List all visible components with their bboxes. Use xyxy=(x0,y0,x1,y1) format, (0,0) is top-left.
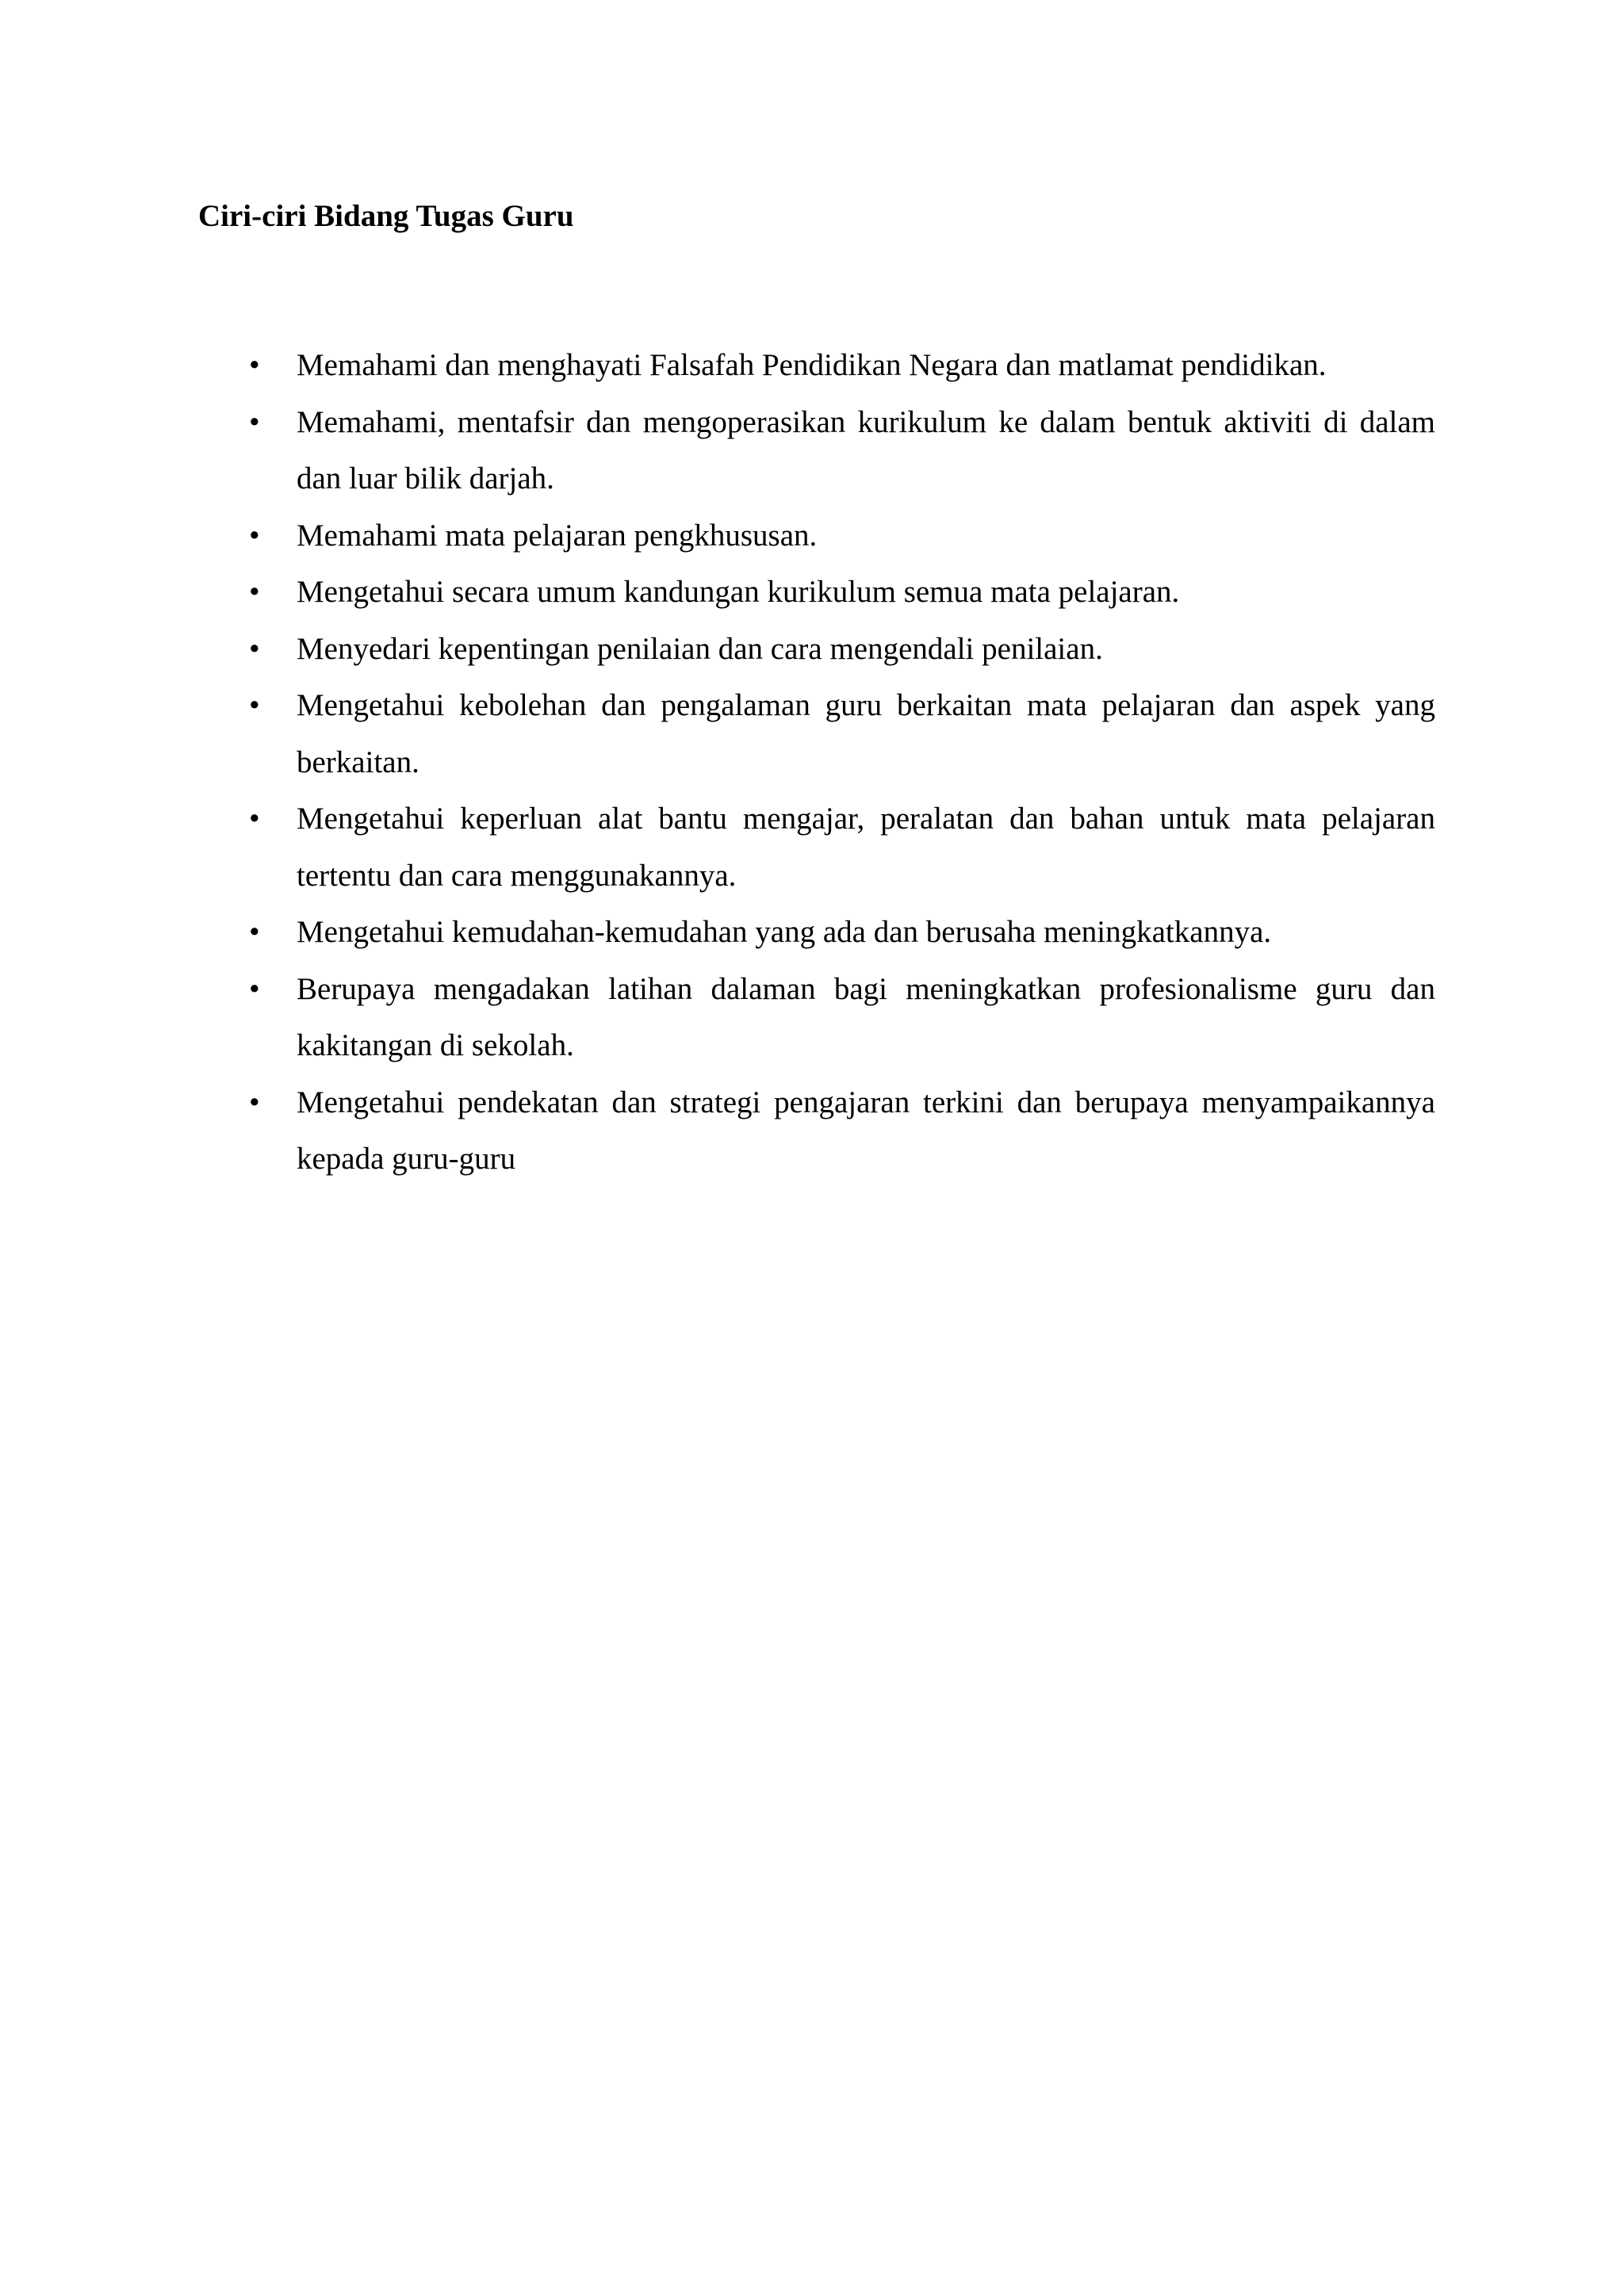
list-item xyxy=(238,507,1435,564)
bullet-icon: • xyxy=(249,802,260,836)
list-item xyxy=(238,677,1435,790)
document-heading: Ciri-ciri Bidang Tugas Guru xyxy=(198,199,574,233)
bullet-icon: • xyxy=(249,348,260,382)
bullet-icon: • xyxy=(249,404,260,439)
list-item-text: Memahami dan menghayati Falsafah Pendidikan Negara dan matlamat pendidikan. xyxy=(297,348,1327,382)
list-item xyxy=(238,904,1435,961)
list-item xyxy=(238,790,1435,904)
list-item-text: Mengetahui secara umum kandungan kurikulum semua mata pelajaran. xyxy=(297,575,1180,609)
list-item-text: Berupaya mengadakan latihan dalaman bagi meningkatkan profesionalisme guru dan kakitangan di sekolah. xyxy=(297,971,1435,1062)
bullet-icon: • xyxy=(249,971,260,1006)
bullet-icon: • xyxy=(249,1085,260,1119)
bullet-icon: • xyxy=(249,688,260,722)
bullet-list xyxy=(238,337,1435,1188)
bullet-icon: • xyxy=(249,631,260,666)
list-item-text: Mengetahui pendekatan dan strategi pengajaran terkini dan berupaya menyampaikannya kepada guru-guru xyxy=(297,1085,1435,1176)
list-item xyxy=(238,1074,1435,1188)
list-item xyxy=(238,961,1435,1074)
list-item-text: Mengetahui keperluan alat bantu mengajar, peralatan dan bahan untuk mata pelajaran tertentu dan cara menggunakannya. xyxy=(297,802,1435,893)
list-item-text: Mengetahui kemudahan-kemudahan yang ada dan berusaha meningkatkannya. xyxy=(297,915,1272,949)
list-item xyxy=(238,621,1435,678)
list-item xyxy=(238,394,1435,507)
list-item-text: Memahami mata pelajaran pengkhususan. xyxy=(297,518,818,553)
list-item xyxy=(238,564,1435,621)
list-item-text: Memahami, mentafsir dan mengoperasikan kurikulum ke dalam bentuk aktiviti di dalam dan luar bilik darjah. xyxy=(297,404,1435,496)
list-item xyxy=(238,337,1435,394)
bullet-icon: • xyxy=(249,915,260,949)
bullet-icon: • xyxy=(249,575,260,609)
bullet-icon: • xyxy=(249,518,260,553)
list-item-text: Menyedari kepentingan penilaian dan cara mengendali penilaian. xyxy=(297,631,1103,666)
list-item-text: Mengetahui kebolehan dan pengalaman guru berkaitan mata pelajaran dan aspek yang berkaitan. xyxy=(297,688,1435,779)
